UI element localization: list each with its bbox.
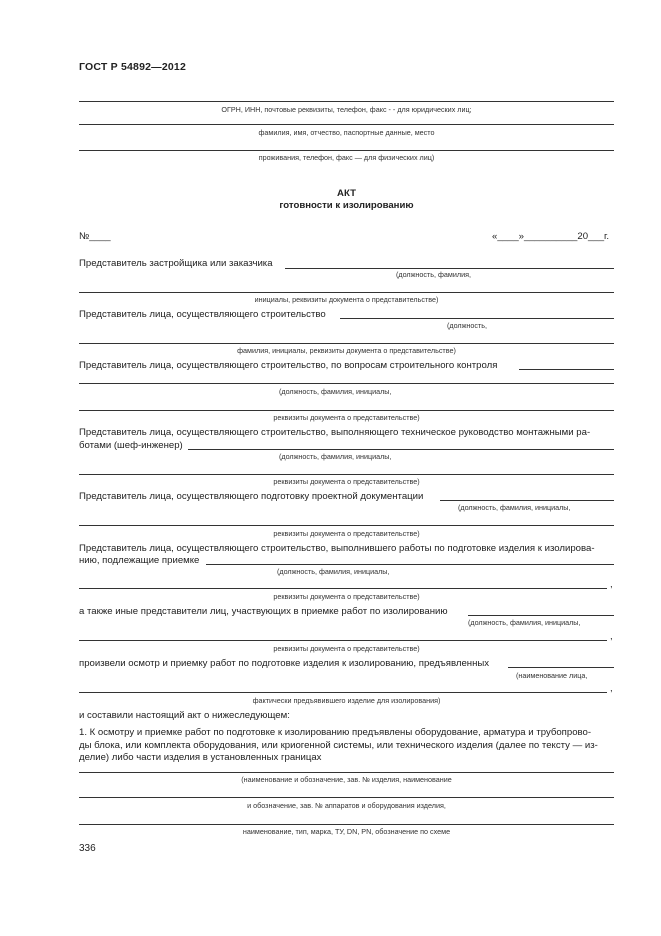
intro-line-3 [79, 150, 614, 151]
item1-line1: 1. К осмотру и приемке работ по подготовке к изолированию предъявлены оборудование, арматура и трубопрово- [79, 727, 592, 738]
page-number: 336 [79, 843, 96, 854]
rep-caption: фамилия, инициалы, реквизиты документа о представительстве) [237, 346, 456, 355]
fill-line [440, 500, 614, 501]
rep-caption: (должность, фамилия, инициалы, [468, 618, 581, 627]
inspection-caption: (наименование лица, [516, 671, 588, 680]
fill-line [79, 383, 614, 384]
compose-text: и составили настоящий акт о нижеследующем: [79, 710, 290, 721]
item1-caption: и обозначение, зав. № аппаратов и оборудования изделия, [247, 801, 446, 810]
rep-label: Представитель лица, осуществляющего строительство [79, 309, 326, 320]
fill-line [79, 292, 614, 293]
rep-caption: (должность, фамилия, инициалы, [458, 503, 571, 512]
rep-caption: реквизиты документа о представительстве) [273, 644, 420, 653]
intro-line-1 [79, 101, 614, 102]
intro-caption-3: проживания, телефон, факс — для физических лиц) [258, 153, 435, 162]
fill-line [79, 772, 614, 773]
comma: , [610, 683, 613, 694]
inspection-caption: фактически предъявившего изделие для изолирования) [252, 696, 441, 705]
intro-line-2 [79, 124, 614, 125]
rep-caption: (должность, фамилия, инициалы, [277, 567, 390, 576]
rep-label: Представитель лица, осуществляющего подготовку проектной документации [79, 491, 424, 502]
fill-line [79, 525, 614, 526]
intro-caption-1: ОГРН, ИНН, почтовые реквизиты, телефон, факс - - для юридических лиц; [221, 105, 472, 114]
document-standard-header: ГОСТ Р 54892—2012 [79, 61, 187, 73]
rep-caption: (должность, [447, 321, 488, 330]
fill-line [79, 797, 614, 798]
act-title: АКТ [337, 188, 356, 199]
rep-label-continued: ботами (шеф-инженер) [79, 440, 183, 451]
act-date: «____»__________20___г. [492, 231, 610, 242]
act-number: №____ [79, 231, 111, 242]
fill-line [79, 588, 607, 589]
inspection-label: произвели осмотр и приемку работ по подготовке изделия к изолированию, предъявленных [79, 658, 490, 669]
fill-line [508, 667, 614, 668]
rep-caption: реквизиты документа о представительстве) [273, 413, 420, 422]
rep-label: Представитель застройщика или заказчика [79, 258, 273, 269]
intro-caption-2: фамилия, имя, отчество, паспортные данные, место [258, 128, 435, 137]
fill-line [79, 410, 614, 411]
rep-caption: инициалы, реквизиты документа о представительстве) [254, 295, 439, 304]
comma: , [610, 579, 613, 590]
rep-label: Представитель лица, осуществляющего строительство, по вопросам строительного контроля [79, 360, 498, 371]
item1-caption: (наименование и обозначение, зав. № изделия, наименование [241, 775, 452, 784]
rep-label: Представитель лица, осуществляющего строительство, выполняющего техническое руководство монтажными ра- [79, 427, 591, 438]
fill-line [79, 692, 607, 693]
fill-line [285, 268, 614, 269]
rep-label: а также иные представители лиц, участвующих в приемке работ по изолированию [79, 606, 448, 617]
fill-line [79, 343, 614, 344]
act-subtitle: готовности к изолированию [279, 200, 414, 211]
rep-caption: (должность, фамилия, [396, 270, 471, 279]
fill-line [468, 615, 614, 616]
fill-line [519, 369, 614, 370]
fill-line [340, 318, 614, 319]
rep-caption: реквизиты документа о представительстве) [273, 529, 420, 538]
fill-line [79, 824, 614, 825]
fill-line [188, 449, 614, 450]
item1-line3: делие) либо части изделия в установленных границах [79, 752, 322, 763]
fill-line [79, 640, 607, 641]
item1-line2: ды блока, или комплекта оборудования, или криогенной системы, или технического изделия (далее по тексту — из- [79, 740, 598, 751]
fill-line [206, 564, 614, 565]
rep-caption: реквизиты документа о представительстве) [273, 477, 420, 486]
comma: , [610, 631, 613, 642]
rep-label-continued: нию, подлежащие приемке [79, 555, 200, 566]
rep-caption: (должность, фамилия, инициалы, [279, 452, 392, 461]
item1-caption: наименование, тип, марка, ТУ, DN, PN, обозначение по схеме [242, 827, 451, 836]
fill-line [79, 474, 614, 475]
rep-caption: реквизиты документа о представительстве) [273, 592, 420, 601]
rep-label: Представитель лица, осуществляющего строительство, выполнившего работы по подготовке изделия к изолирова- [79, 543, 595, 554]
rep-caption: (должность, фамилия, инициалы, [279, 387, 392, 396]
